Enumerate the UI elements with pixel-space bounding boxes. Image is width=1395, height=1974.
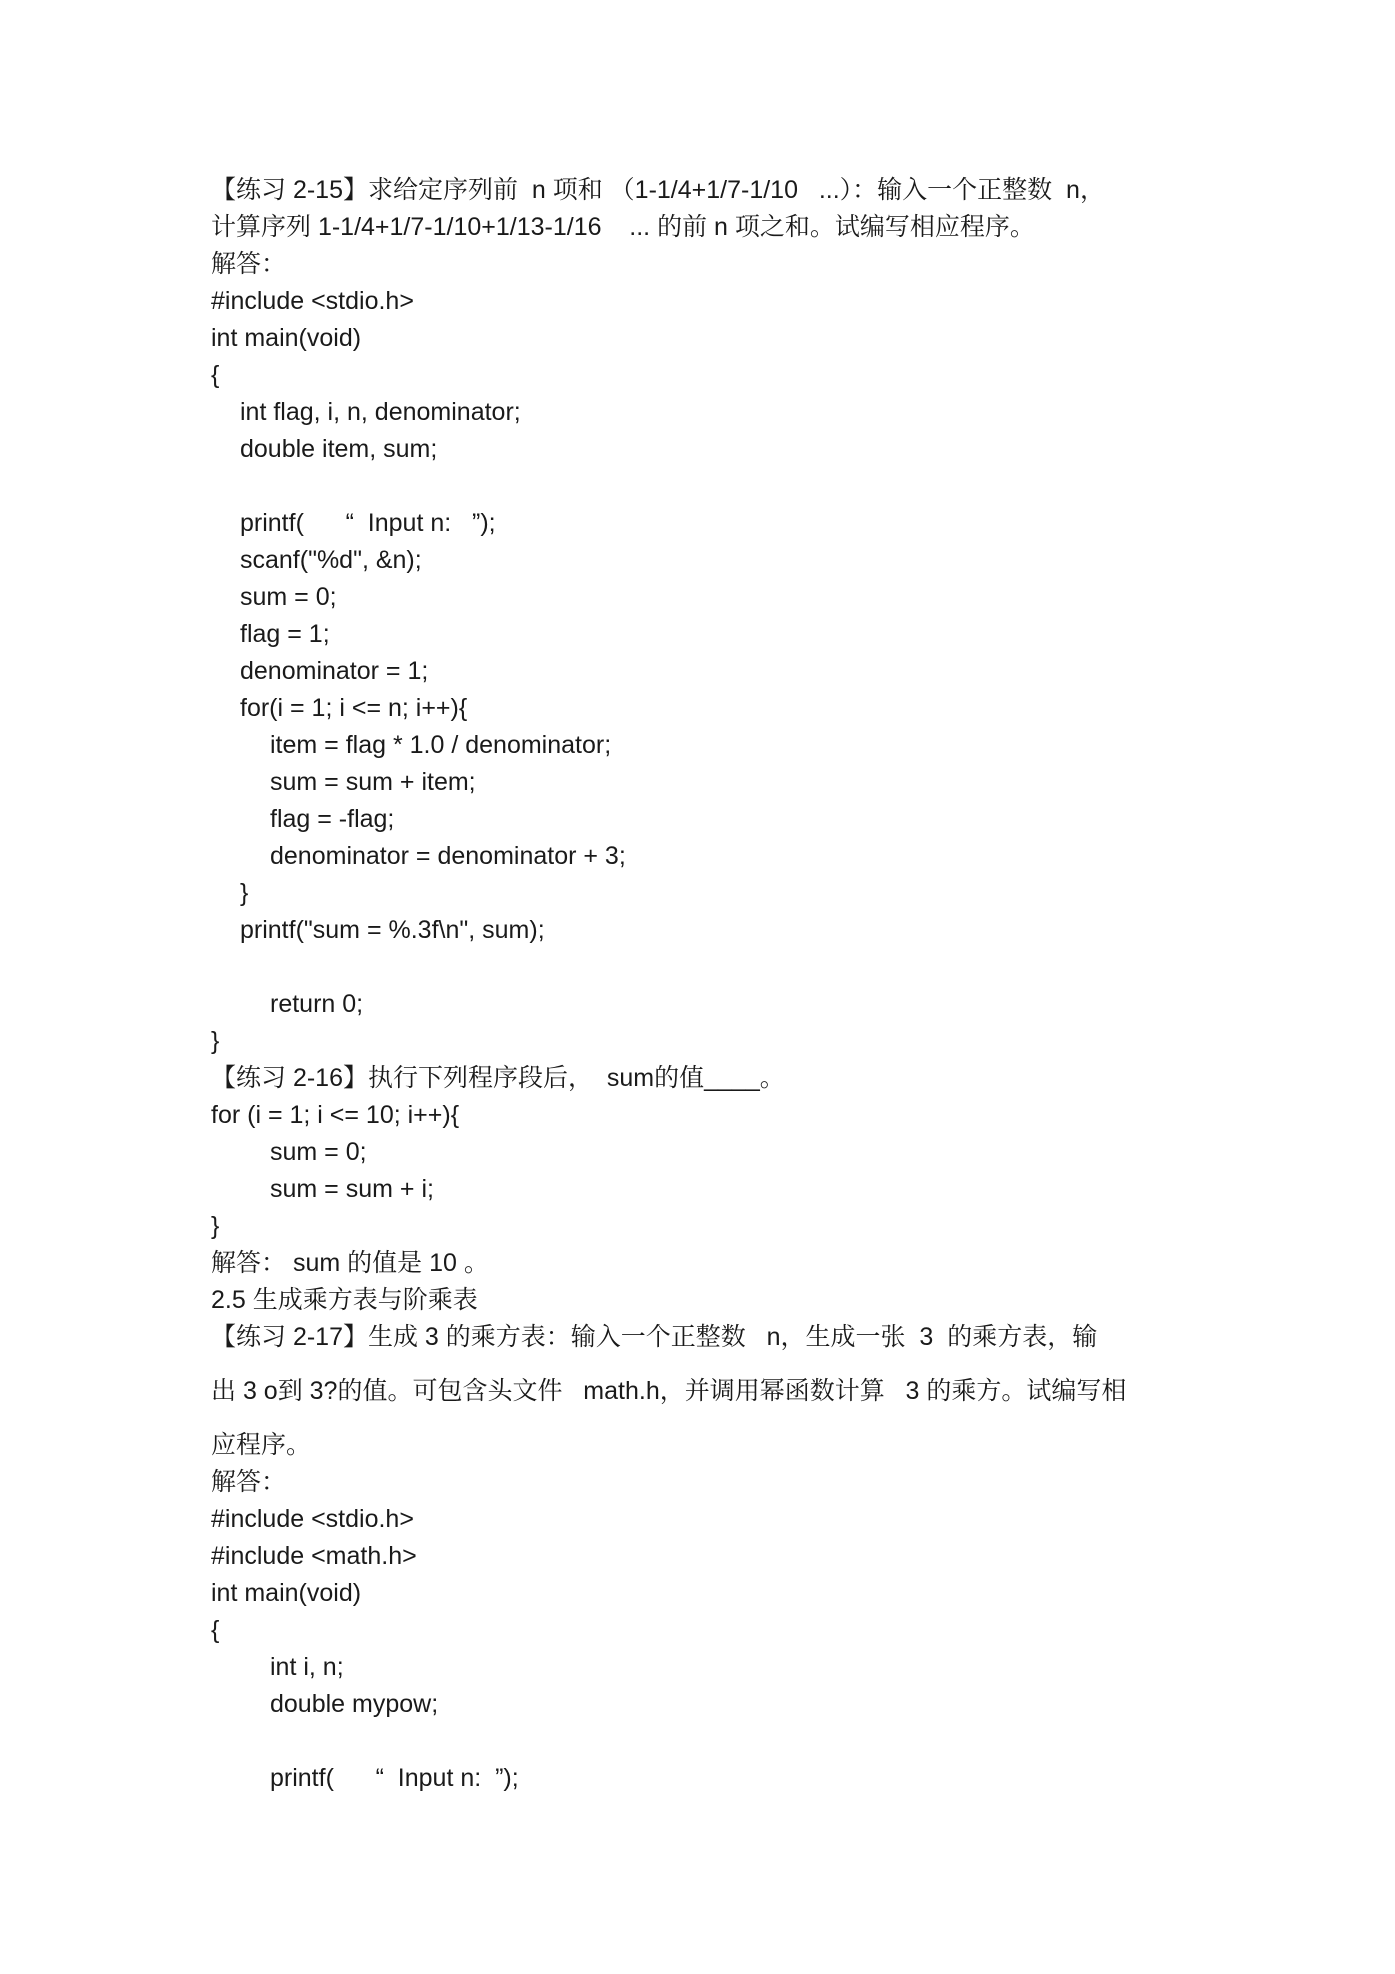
section-heading: 2.5 生成乘方表与阶乘表 [211, 1286, 478, 1314]
code-line: int main(void) [211, 324, 362, 352]
code-line: double mypow; [270, 1690, 439, 1718]
code-line: printf( “ Input n: ”); [270, 1764, 519, 1792]
code-line: double item, sum; [240, 435, 438, 463]
answer-label: 解答： [211, 250, 287, 278]
exercise-2-15-title-cont: 计算序列 1-1/4+1/7-1/10+1/13-1/16 ... 的前 n 项之和。试编写相应程序。 [211, 213, 1035, 241]
code-line: sum = 0; [270, 1138, 367, 1166]
exercise-2-17-title-end: 应程序。 [211, 1431, 312, 1459]
code-line: printf( “ Input n: ”); [240, 509, 496, 537]
code-line: flag = -flag; [270, 805, 395, 833]
code-line: } [240, 879, 249, 907]
answer-text: 解答： sum 的值是 10 。 [211, 1249, 489, 1277]
code-line: printf("sum = %.3f\n", sum); [240, 916, 545, 944]
code-line: int main(void) [211, 1579, 362, 1607]
code-line: sum = sum + i; [270, 1175, 434, 1203]
exercise-2-15-title: 【练习 2-15】求给定序列前 n 项和 （1-1/4+1/7-1/10 ...）：输入一个正整数 n， [211, 176, 1105, 204]
code-line: { [211, 1616, 220, 1644]
answer-label: 解答： [211, 1468, 287, 1496]
exercise-2-17-title: 【练习 2-17】生成 3 的乘方表：输入一个正整数 n，生成一张 3 的乘方表，输 [211, 1323, 1098, 1351]
code-line: sum = 0; [240, 583, 337, 611]
code-line: } [211, 1027, 220, 1055]
code-line: flag = 1; [240, 620, 330, 648]
code-line: item = flag * 1.0 / denominator; [270, 731, 612, 759]
code-line: #include <stdio.h> [211, 1505, 414, 1533]
code-line: int flag, i, n, denominator; [240, 398, 521, 426]
code-line: for (i = 1; i <= 10; i++){ [211, 1101, 460, 1129]
code-line: denominator = 1; [240, 657, 429, 685]
code-line: scanf("%d", &n); [240, 546, 422, 574]
exercise-2-17-title-cont: 出 3 o到 3?的值。可包含头文件 math.h，并调用幂函数计算 3 的乘方。试编写相 [211, 1377, 1127, 1405]
exercise-2-16-title: 【练习 2-16】执行下列程序段后， sum的值____。 [211, 1064, 785, 1092]
code-line: } [211, 1212, 220, 1240]
code-line: int i, n; [270, 1653, 344, 1681]
code-line: #include <math.h> [211, 1542, 417, 1570]
code-line: for(i = 1; i <= n; i++){ [240, 694, 468, 722]
code-line: { [211, 361, 220, 389]
code-line: denominator = denominator + 3; [270, 842, 626, 870]
code-line: #include <stdio.h> [211, 287, 414, 315]
code-line: sum = sum + item; [270, 768, 476, 796]
code-line: return 0; [270, 990, 364, 1018]
